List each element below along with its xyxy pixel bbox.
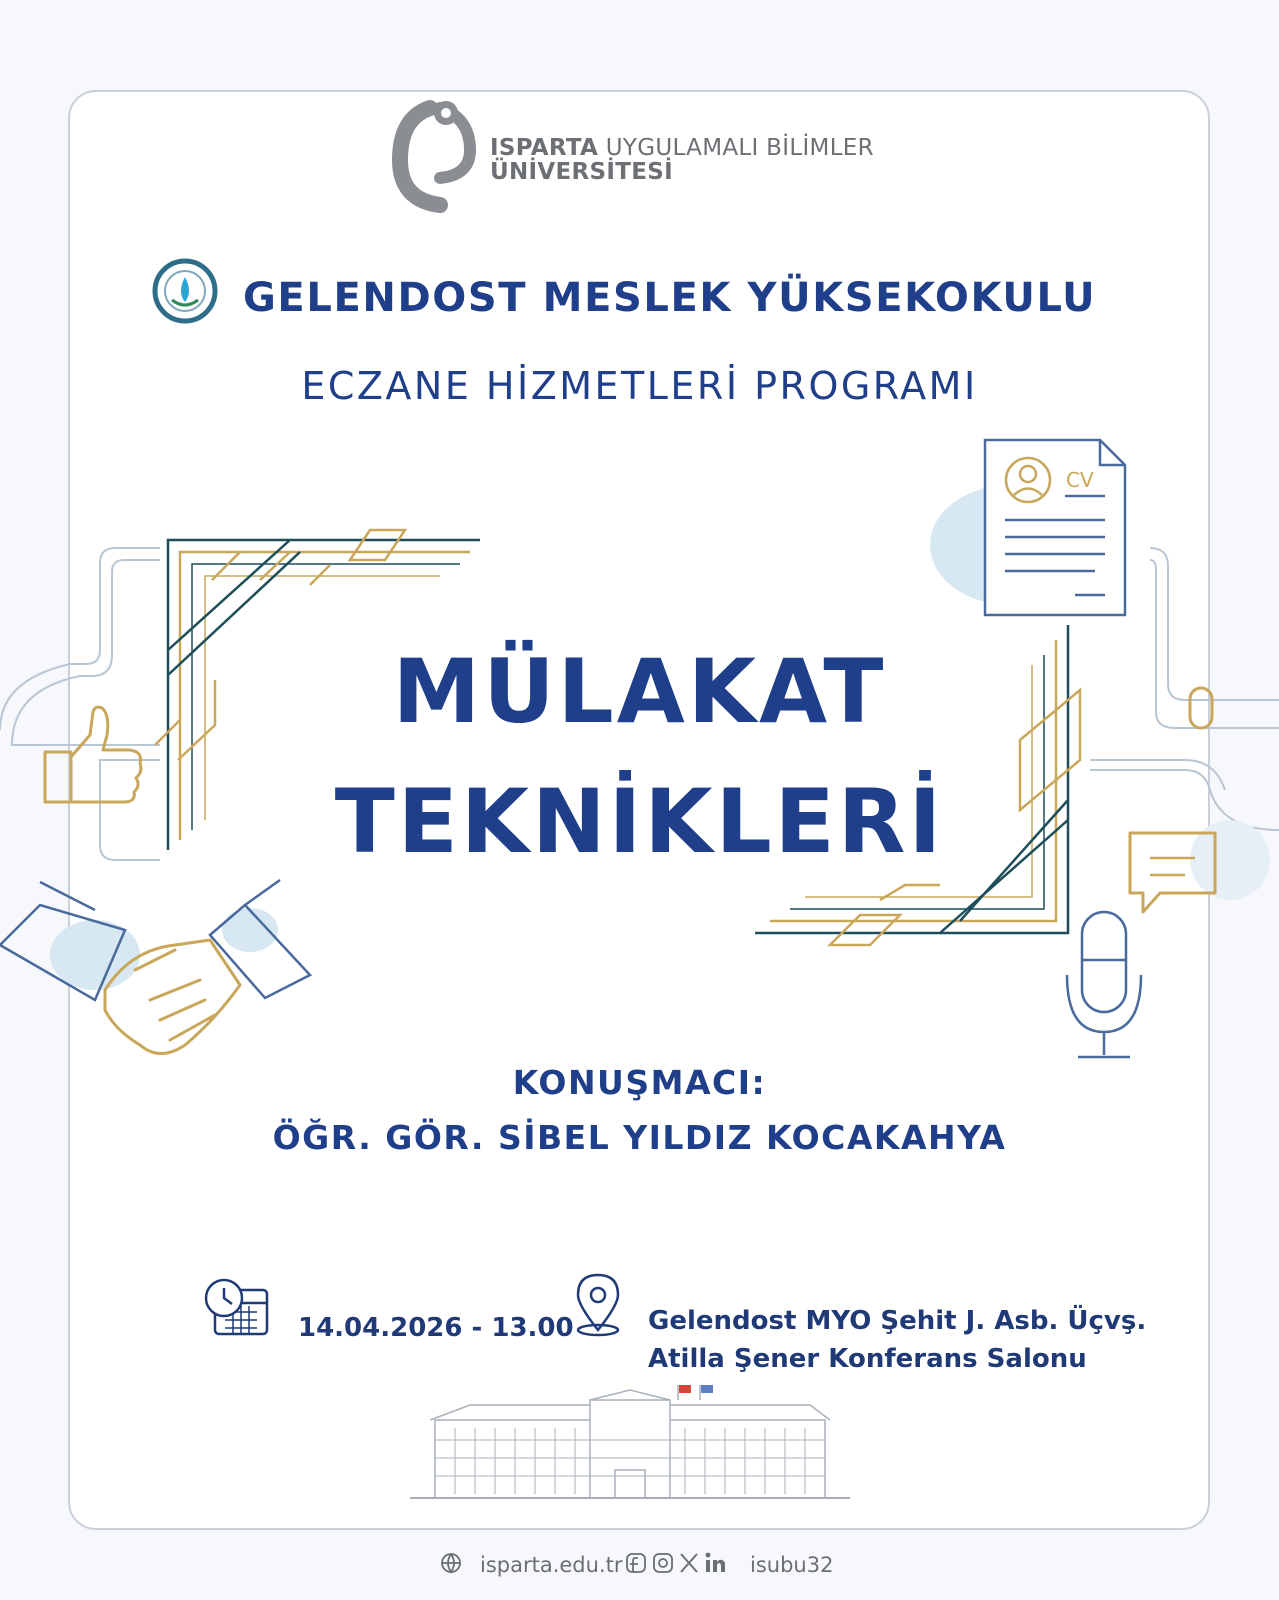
university-name-bold: ISPARTA [490, 135, 599, 161]
venue-line1: Gelendost MYO Şehit J. Asb. Üçvş. [648, 1306, 1147, 1336]
event-venue [648, 1303, 1146, 1378]
event-title-line2: TEKNİKLERİ [334, 770, 945, 873]
program-name: ECZANE HİZMETLERİ PROGRAMI [301, 364, 978, 408]
venue-line2: Atilla Şener Konferans Salonu [648, 1343, 1087, 1374]
microphone-icon [1067, 912, 1141, 1057]
handshake-icon [0, 880, 310, 1054]
cv-label: CV [1066, 468, 1094, 492]
website-link[interactable]: isparta.edu.tr [480, 1553, 623, 1577]
speaker-label: KONUŞMACI: [512, 1063, 767, 1102]
school-emblem [155, 261, 215, 321]
university-name-line2: ÜNİVERSİTESİ [490, 159, 673, 186]
footer [0, 1551, 1279, 1581]
calendar-clock-icon [206, 1280, 267, 1334]
event-title-line1: MÜLAKAT [392, 640, 887, 743]
flags [679, 1385, 713, 1393]
university-logo [400, 101, 470, 205]
building-illustration [410, 1385, 850, 1498]
school-name: GELENDOST MESLEK YÜKSEKOKULU [243, 275, 1097, 321]
university-name-rest: UYGULAMALI BİLİMLER [605, 135, 874, 161]
event-datetime: 14.04.2026 - 13.00 [298, 1313, 574, 1343]
social-handle[interactable]: isubu32 [750, 1553, 834, 1577]
location-pin-icon [578, 1275, 618, 1335]
speaker-name: ÖĞR. GÖR. SİBEL YILDIZ KOCAKAHYA [272, 1118, 1007, 1157]
cv-document-icon [930, 440, 1125, 615]
university-name [490, 136, 874, 184]
